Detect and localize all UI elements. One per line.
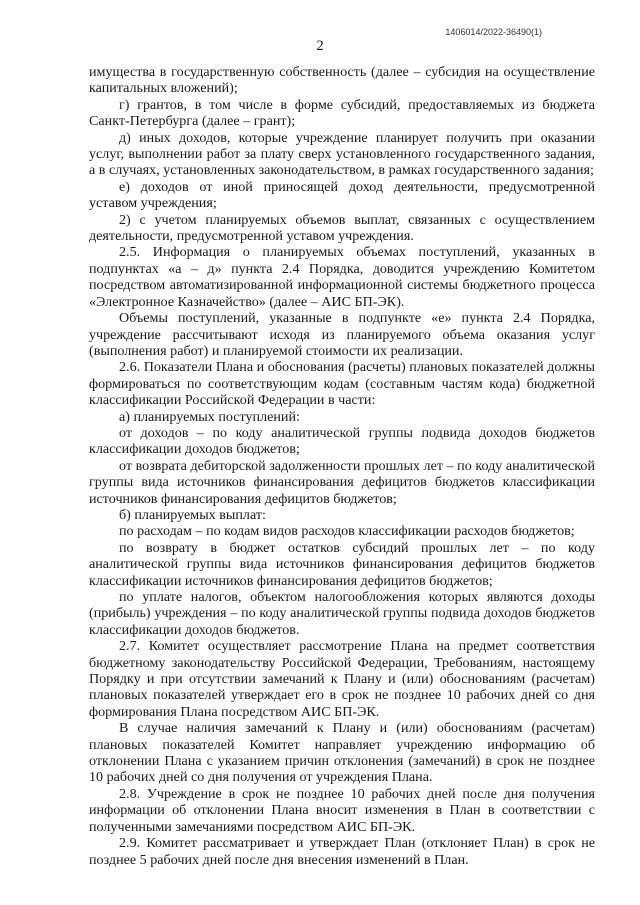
paragraph: д) иных доходов, которые учреждение планирует получить при оказании услуг, выполнении работ за плату сверх установленного государственного задания, а в случаях, установленных законодательством, в рамках государственного задания; — [89, 129, 595, 179]
paragraph: 2.5. Информация о планируемых объемах поступлений, указанных в подпунктах «а – д» пункта 2.4 Порядка, доводится учреждению Комитетом посредством автоматизированной информационной системы бюджетного процесса «Электронное Казначейство» (далее – АИС БП-ЭК). — [89, 244, 595, 310]
document-body — [89, 64, 595, 868]
paragraph: по расходам – по кодам видов расходов классификации расходов бюджетов; — [119, 523, 575, 540]
paragraph: имущества в государственную собственность (далее – субсидия на осуществление капитальных вложений); — [89, 64, 595, 97]
paragraph: по уплате налогов, объектом налогообложения которых являются доходы (прибыль) учреждения – по коду аналитической группы подвида доходов бюджетов классификации доходов бюджетов. — [89, 589, 595, 638]
paragraph: от доходов – по коду аналитической группы подвида доходов бюджетов классификации доходов бюджетов; — [89, 424, 595, 458]
paragraph: от возврата дебиторской задолженности прошлых лет – по коду аналитической группы вида источников финансирования дефицитов бюджетов классификации источников финансирования дефицитов бюджетов; — [89, 457, 595, 507]
paragraph: Объемы поступлений, указанные в подпункте «е» пункта 2.4 Порядка, учреждение рассчитывают исходя из планируемого объема оказания услуг (выполнения работ) и планируемой стоимости их реализации. — [89, 310, 595, 359]
paragraph: 2.7. Комитет осуществляет рассмотрение Плана на предмет соответствия бюджетному законодательству Российской Федерации, Требованиям, настоящему Порядку и при отсутствии замечаний к Плану и (или) обоснованиям (расчетам) плановых показателей утверждает его в срок не позднее 10 рабочих дней со дня формирования Плана посредством АИС БП-ЭК. — [89, 638, 595, 720]
paragraph: 2.6. Показатели Плана и обоснования (расчеты) плановых показателей должны формироваться по соответствующим кодам (составным частям кода) бюджетной классификации Российской Федерации в части: — [89, 359, 595, 409]
page-number: 2 — [316, 38, 324, 54]
paragraph: по возврату в бюджет остатков субсидий прошлых лет – по коду аналитической группы вида источников финансирования дефицитов бюджетов классификации источников финансирования дефицитов бюджетов; — [89, 539, 595, 589]
paragraph: 2) с учетом планируемых объемов выплат, связанных с осуществлением деятельности, предусмотренной уставом учреждения. — [89, 211, 595, 245]
paragraph: В случае наличия замечаний к Плану и (или) обоснованиям (расчетам) плановых показателей Комитет направляет учреждению информацию об отклонении Плана с указанием причин отклонения (замечаний) в срок не позднее 10 рабочих дней со дня получения от учреждения Плана. — [89, 720, 595, 786]
paragraph: 2.9. Комитет рассматривает и утверждает План (отклоняет План) в срок не позднее 5 рабочих дней после дня внесения изменений в План. — [89, 835, 595, 868]
paragraph: г) грантов, в том числе в форме субсидий, предоставляемых из бюджета Санкт-Петербурга (далее – грант); — [89, 96, 595, 130]
paragraph: а) планируемых поступлений: — [119, 408, 300, 425]
paragraph: 2.8. Учреждение в срок не позднее 10 рабочих дней после дня получения информации об отклонении Плана вносит изменения в План в соответствии с полученными замечаниями посредством АИС БП-ЭК. — [89, 785, 595, 835]
paragraph: е) доходов от иной приносящей доход деятельности, предусмотренной уставом учреждения; — [89, 178, 595, 212]
document-id: 1406014/2022-36490(1) — [445, 27, 542, 37]
paragraph: б) планируемых выплат: — [119, 506, 266, 523]
